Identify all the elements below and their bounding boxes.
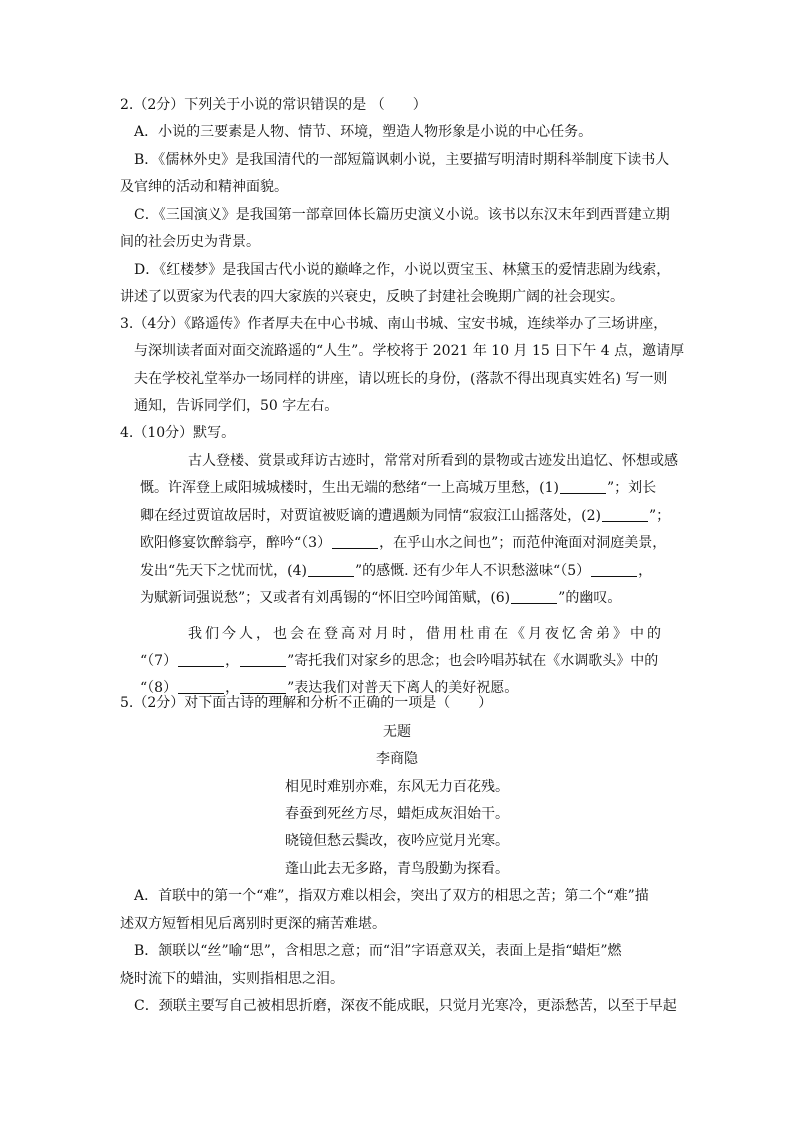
answer-blank-3[interactable]: [332, 534, 378, 549]
poem-verse-1: 相见时难别亦难，东风无力百花残。: [285, 779, 509, 795]
answer-blank-4[interactable]: [308, 562, 354, 577]
poem-verse-3: 晓镜但愁云鬓改，夜吟应觉月光寒。: [285, 833, 509, 849]
q5-stem: 5.（2分）对下面古诗的理解和分析不正确的一项是（ ）: [120, 695, 493, 711]
answer-blank-5[interactable]: [591, 562, 637, 577]
q3-line-4: 通知，告诉同学们，50 字左右。: [134, 398, 339, 414]
q5-option-a: A．首联中的第一个“难”，指双方难以相会，突出了双方的相思之苦；第二个“难”描: [134, 888, 649, 904]
q2-option-b: B．《儒林外史》是我国清代的一部短篇讽刺小说，主要描写明清时期科举制度下读书人: [134, 152, 670, 168]
q4-para-2-line-2: “（7） ， ”寄托我们对家乡的思念；也会吟唱苏轼在《水调歌头》中的: [140, 653, 659, 669]
q2-option-d-cont: 讲述了以贾家为代表的四大家族的兴衰史，反映了封建社会晚期广阔的社会现实。: [120, 289, 624, 305]
poem-verse-2: 春蚕到死丝方尽，蜡炬成灰泪始干。: [285, 806, 509, 822]
poem-verse-4: 蓬山此去无多路，青鸟殷勤为探看。: [285, 861, 509, 877]
answer-blank-2[interactable]: [602, 507, 648, 522]
q3-line-1: 3.（4分）《路遥传》作者厚夫在中心书城、南山书城、宝安书城，连续举办了三场讲座，: [120, 316, 668, 332]
q2-option-c: C．《三国演义》是我国第一部章回体长篇历史演义小说。该书以东汉末年到西晋建立期: [134, 207, 670, 223]
answer-blank-8a[interactable]: [178, 679, 224, 694]
q4-para-2-line-3: “（8） ， ”表达我们对普天下离人的美好祝愿。: [140, 680, 519, 696]
q4-stem: 4.（10分）默写。: [120, 425, 236, 441]
q4-para-1-line-2: 慨。许浑登上咸阳城城楼时，生出无端的愁绪“一上高城万里愁，(1) ”；刘长: [140, 480, 657, 496]
q4-para-1-line-6: 为赋新词强说愁”；又或者有刘禹锡的“怀旧空吟闻笛赋，(6) ”的幽叹。: [140, 590, 622, 606]
q4-para-2-line-1: 我们今人，也会在登高对月时，借用杜甫在《月夜忆舍弟》中的: [188, 626, 664, 642]
answer-blank-7b[interactable]: [240, 652, 286, 667]
q4-para-1-line-4: 欧阳修宴饮醉翁亭，醉吟“（3） ，在乎山水之间也”；而范仲淹面对洞庭美景，: [140, 535, 667, 551]
q2-option-c-cont: 间的社会历史为背景。: [120, 234, 260, 250]
q3-line-2: 与深圳读者面对面交流路遥的“人生”。学校将于 2021 年 10 月 15 日下午 4 点，邀请厚: [134, 343, 685, 359]
q5-option-a-cont: 述双方短暂相见后离别时更深的痛苦难堪。: [120, 916, 386, 932]
q5-option-c: C．颈联主要写自己被相思折磨，深夜不能成眠，只觉月光寒冷，更添愁苦，以至于早起: [134, 998, 677, 1014]
q3-line-3: 夫在学校礼堂举办一场同样的讲座，请以班长的身份，(落款不得出现真实姓名) 写一则: [134, 371, 668, 387]
answer-blank-1[interactable]: [560, 479, 606, 494]
q5-option-b-cont: 烧时流下的蜡油，实则指相思之泪。: [120, 971, 344, 987]
answer-blank-6[interactable]: [511, 589, 557, 604]
q4-para-1-line-5: 发出“先天下之忧而忧，(4) ”的感慨. 还有少年人不识愁滋味“（5） ，: [140, 563, 653, 579]
q2-option-b-cont: 及官绅的活动和精神面貌。: [120, 179, 288, 195]
poem-author: 李商隐: [376, 751, 418, 767]
answer-blank-7a[interactable]: [178, 652, 224, 667]
q2-option-a: A．小说的三要素是人物、情节、环境，塑造人物形象是小说的中心任务。: [134, 124, 593, 140]
q2-stem: 2.（2分）下列关于小说的常识错误的是 （ ）: [120, 97, 427, 113]
answer-blank-8b[interactable]: [240, 679, 286, 694]
poem-title: 无题: [383, 724, 411, 740]
q4-para-1-line-1: 古人登楼、赏景或拜访古迹时，常常对所看到的景物或古迹发出追忆、怀想或感: [188, 453, 678, 469]
q2-option-d: D．《红楼梦》是我国古代小说的巅峰之作，小说以贾宝玉、林黛玉的爱情悲剧为线索，: [134, 262, 671, 278]
q4-para-1-line-3: 卿在经过贾谊故居时，对贾谊被贬谪的遭遇颇为同情“寂寂江山摇落处，(2) ”；: [140, 508, 671, 524]
q5-option-b: B．颔联以“丝”喻“思”，含相思之意；而“泪”字语意双关，表面上是指“蜡炬”燃: [134, 943, 622, 959]
